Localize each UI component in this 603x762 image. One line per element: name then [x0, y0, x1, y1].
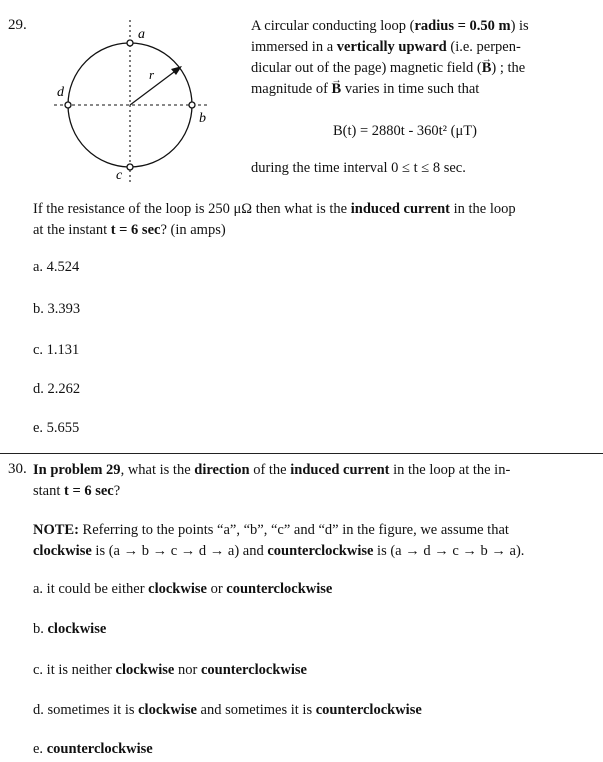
q30-option-d[interactable]: d. sometimes it is clockwise and sometimes it is counterclockwise — [33, 702, 422, 718]
point-b — [189, 102, 195, 108]
direction-note: NOTE: Referring to the points “a”, “b”, “c” and “d” in the figure, we assume that clockwise is (a → b → c → d → a) and counterclockwise is (a → d → c → b → a). — [33, 522, 525, 559]
label-a: a — [138, 27, 145, 42]
question-divider — [0, 453, 603, 454]
q29-option-b[interactable]: b. 3.393 — [33, 301, 81, 317]
q29-option-a[interactable]: a. 4.524 — [33, 259, 80, 275]
q29-option-e[interactable]: e. 5.655 — [33, 420, 80, 436]
field-formula: B(t) = 2880t - 360t² (μT) — [333, 123, 477, 139]
question-29-number: 29. — [8, 17, 27, 33]
question-30-number: 30. — [8, 461, 27, 477]
label-c: c — [116, 168, 123, 183]
label-d: d — [57, 85, 64, 100]
question-29-description: A circular conducting loop (radius = 0.50 m) is immersed in a vertically upward (i.e. perpen- dicular out of the page) magnetic field (→ B) ; the magnitude of → B varies in time such that — [251, 16, 596, 100]
label-b: b — [199, 111, 206, 126]
question-30-text: In problem 29, what is the direction of the induced current in the loop at the in- stant t = 6 sec? — [33, 462, 511, 499]
q30-option-e[interactable]: e. counterclockwise — [33, 741, 153, 757]
q30-option-a[interactable]: a. it could be either clockwise or counterclockwise — [33, 581, 333, 597]
question-29-text: If the resistance of the loop is 250 μΩ then what is the induced current in the loop at the instant t = 6 sec? (in amps) — [33, 201, 516, 238]
point-a — [127, 40, 133, 46]
q30-option-c[interactable]: c. it is neither clockwise nor counterclockwise — [33, 662, 307, 678]
label-r: r — [149, 67, 155, 82]
q29-option-d[interactable]: d. 2.262 — [33, 381, 81, 397]
point-d — [65, 102, 71, 108]
point-c — [127, 164, 133, 170]
q30-option-b[interactable]: b. clockwise — [33, 621, 107, 637]
q29-option-c[interactable]: c. 1.131 — [33, 342, 80, 358]
time-interval: during the time interval 0 ≤ t ≤ 8 sec. — [251, 160, 466, 176]
loop-figure — [40, 12, 230, 187]
